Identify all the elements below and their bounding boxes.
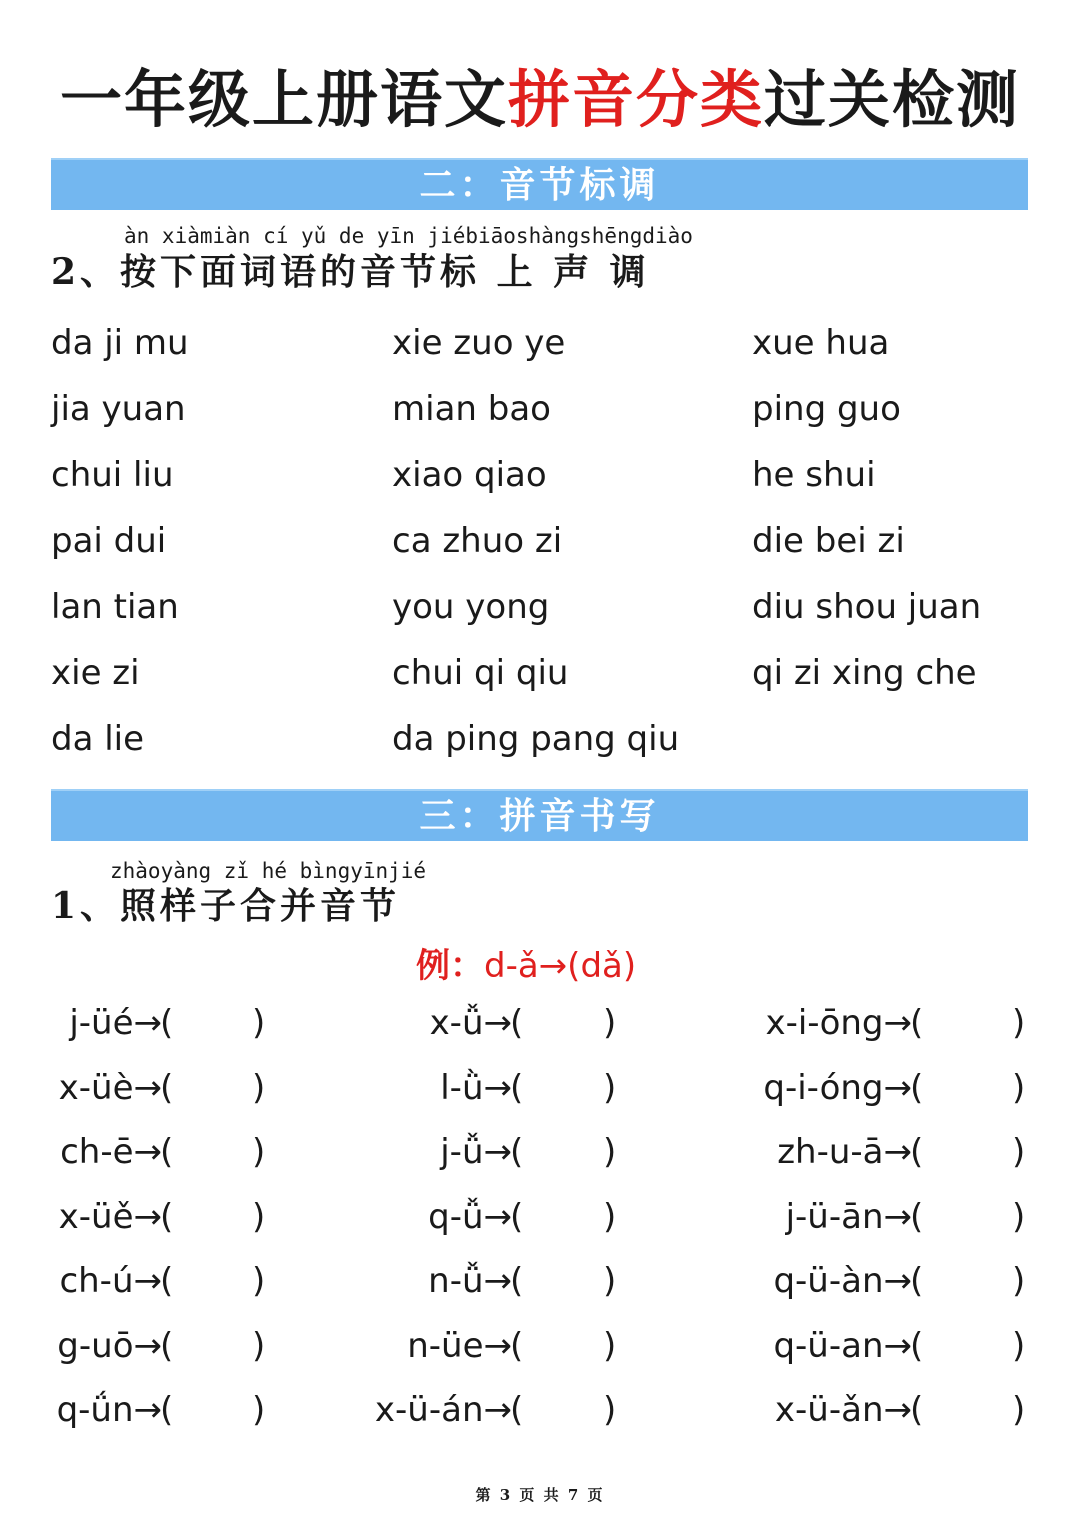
pinyin-word: ca zhuo zi <box>392 521 563 561</box>
section2-question-text: 2、按下面词语的音节标 上 声 调 <box>51 251 650 293</box>
answer-blank[interactable] <box>524 1196 601 1238</box>
answer-paren-close: ) <box>603 1326 617 1366</box>
answer-paren-open: ( <box>910 1390 924 1430</box>
pinyin-word: you yong <box>392 587 550 627</box>
syllable-item: l-ǜ→ <box>440 1068 512 1108</box>
example-value: d-ǎ→(dǎ) <box>484 946 637 986</box>
answer-paren-open: ( <box>160 1390 174 1430</box>
pinyin-word: qi zi xing che <box>752 653 977 693</box>
section3-band: 三：拼音书写 <box>51 789 1028 841</box>
answer-paren-open: ( <box>910 1326 924 1366</box>
answer-paren-close: ) <box>252 1003 266 1043</box>
syllable-item: q-ǘn→ <box>56 1390 162 1430</box>
syllable-item: n-üe→ <box>407 1326 512 1366</box>
answer-blank[interactable] <box>924 1002 1010 1044</box>
syllable-item: q-ü-an→ <box>773 1326 912 1366</box>
answer-paren-open: ( <box>510 1326 524 1366</box>
syllable-item: zh-u-ā→ <box>777 1132 912 1172</box>
pinyin-word: da ji mu <box>51 323 189 363</box>
answer-blank[interactable] <box>174 1067 250 1109</box>
answer-paren-open: ( <box>510 1261 524 1301</box>
syllable-item: ch-ú→ <box>59 1261 162 1301</box>
answer-blank[interactable] <box>924 1389 1010 1431</box>
answer-paren-close: ) <box>1012 1197 1026 1237</box>
syllable-item: ch-ē→ <box>60 1132 162 1172</box>
answer-blank[interactable] <box>174 1002 250 1044</box>
syllable-item: x-i-ōng→ <box>765 1003 912 1043</box>
answer-paren-open: ( <box>510 1003 524 1043</box>
answer-paren-open: ( <box>160 1197 174 1237</box>
example-label: 例： <box>416 946 484 986</box>
syllable-item: q-ǚ→ <box>428 1197 512 1237</box>
pinyin-word: jia yuan <box>51 389 186 429</box>
example-line <box>416 945 636 987</box>
pinyin-word: da lie <box>51 719 145 759</box>
answer-paren-open: ( <box>910 1197 924 1237</box>
answer-blank[interactable] <box>924 1325 1010 1367</box>
answer-paren-close: ) <box>1012 1003 1026 1043</box>
syllable-item: j-üé→ <box>69 1003 162 1043</box>
answer-paren-close: ) <box>252 1132 266 1172</box>
answer-blank[interactable] <box>524 1389 601 1431</box>
page-footer: 第 3 页 共 7 页 <box>475 1486 605 1504</box>
syllable-item: x-üě→ <box>58 1197 162 1237</box>
syllable-item: j-ǚ→ <box>440 1132 512 1172</box>
pinyin-word: da ping pang qiu <box>392 719 680 759</box>
title-highlight: 拼音分类 <box>507 63 764 136</box>
answer-paren-open: ( <box>160 1003 174 1043</box>
syllable-item: q-i-óng→ <box>763 1068 912 1108</box>
answer-paren-close: ) <box>1012 1261 1026 1301</box>
answer-paren-close: ) <box>1012 1390 1026 1430</box>
pinyin-word: lan tian <box>51 587 179 627</box>
syllable-item: g-uō→ <box>57 1326 162 1366</box>
page-title <box>0 58 1080 142</box>
answer-blank[interactable] <box>924 1131 1010 1173</box>
pinyin-word: ping guo <box>752 389 901 429</box>
pinyin-word: diu shou juan <box>752 587 982 627</box>
syllable-item: x-ü-ǎn→ <box>774 1390 912 1430</box>
pinyin-word: xue hua <box>752 323 890 363</box>
answer-blank[interactable] <box>524 1067 601 1109</box>
pinyin-word: chui liu <box>51 455 174 495</box>
answer-paren-open: ( <box>910 1261 924 1301</box>
syllable-item: q-ü-àn→ <box>773 1261 912 1301</box>
answer-paren-close: ) <box>252 1390 266 1430</box>
answer-blank[interactable] <box>174 1131 250 1173</box>
answer-blank[interactable] <box>174 1196 250 1238</box>
answer-paren-open: ( <box>910 1132 924 1172</box>
answer-paren-open: ( <box>160 1132 174 1172</box>
answer-paren-close: ) <box>1012 1068 1026 1108</box>
answer-paren-close: ) <box>1012 1326 1026 1366</box>
answer-blank[interactable] <box>924 1260 1010 1302</box>
answer-blank[interactable] <box>524 1260 601 1302</box>
answer-paren-open: ( <box>510 1390 524 1430</box>
answer-blank[interactable] <box>174 1389 250 1431</box>
pinyin-word: pai dui <box>51 521 167 561</box>
section3-question-pinyin: zhàoyàng zǐ hé bìngyīnjié <box>110 859 427 883</box>
answer-paren-open: ( <box>510 1197 524 1237</box>
pinyin-word: xie zuo ye <box>392 323 566 363</box>
syllable-item: x-ü-án→ <box>374 1390 512 1430</box>
answer-blank[interactable] <box>524 1002 601 1044</box>
answer-blank[interactable] <box>174 1325 250 1367</box>
answer-paren-close: ) <box>603 1261 617 1301</box>
answer-blank[interactable] <box>924 1067 1010 1109</box>
answer-paren-close: ) <box>603 1068 617 1108</box>
answer-paren-open: ( <box>510 1132 524 1172</box>
answer-blank[interactable] <box>524 1131 601 1173</box>
answer-paren-close: ) <box>603 1132 617 1172</box>
answer-paren-open: ( <box>160 1261 174 1301</box>
answer-paren-close: ) <box>1012 1132 1026 1172</box>
pinyin-word: die bei zi <box>752 521 905 561</box>
answer-paren-close: ) <box>603 1390 617 1430</box>
section2-question-pinyin: àn xiàmiàn cí yǔ de yīn jiébiāoshàngshēngdiào <box>124 224 693 248</box>
answer-blank[interactable] <box>924 1196 1010 1238</box>
syllable-item: x-ǚ→ <box>429 1003 512 1043</box>
pinyin-word: chui qi qiu <box>392 653 569 693</box>
answer-paren-close: ) <box>252 1326 266 1366</box>
syllable-item: n-ǚ→ <box>428 1261 512 1301</box>
answer-paren-open: ( <box>510 1068 524 1108</box>
syllable-item: x-üè→ <box>58 1068 162 1108</box>
section2-band: 二：音节标调 <box>51 158 1028 210</box>
answer-paren-close: ) <box>603 1003 617 1043</box>
answer-paren-open: ( <box>160 1068 174 1108</box>
syllable-item: j-ü-ān→ <box>785 1197 912 1237</box>
pinyin-word: he shui <box>752 455 876 495</box>
answer-paren-close: ) <box>252 1197 266 1237</box>
answer-paren-open: ( <box>160 1326 174 1366</box>
answer-blank[interactable] <box>174 1260 250 1302</box>
title-part1: 一年级上册语文 <box>59 63 508 136</box>
pinyin-word: mian bao <box>392 389 551 429</box>
pinyin-word: xie zi <box>51 653 140 693</box>
answer-paren-close: ) <box>603 1197 617 1237</box>
pinyin-word: xiao qiao <box>392 455 547 495</box>
answer-blank[interactable] <box>524 1325 601 1367</box>
title-part2: 过关检测 <box>764 63 1021 136</box>
answer-paren-close: ) <box>252 1261 266 1301</box>
answer-paren-open: ( <box>910 1068 924 1108</box>
section3-question-text: 1、照样子合并音节 <box>51 885 401 927</box>
answer-paren-open: ( <box>910 1003 924 1043</box>
answer-paren-close: ) <box>252 1068 266 1108</box>
